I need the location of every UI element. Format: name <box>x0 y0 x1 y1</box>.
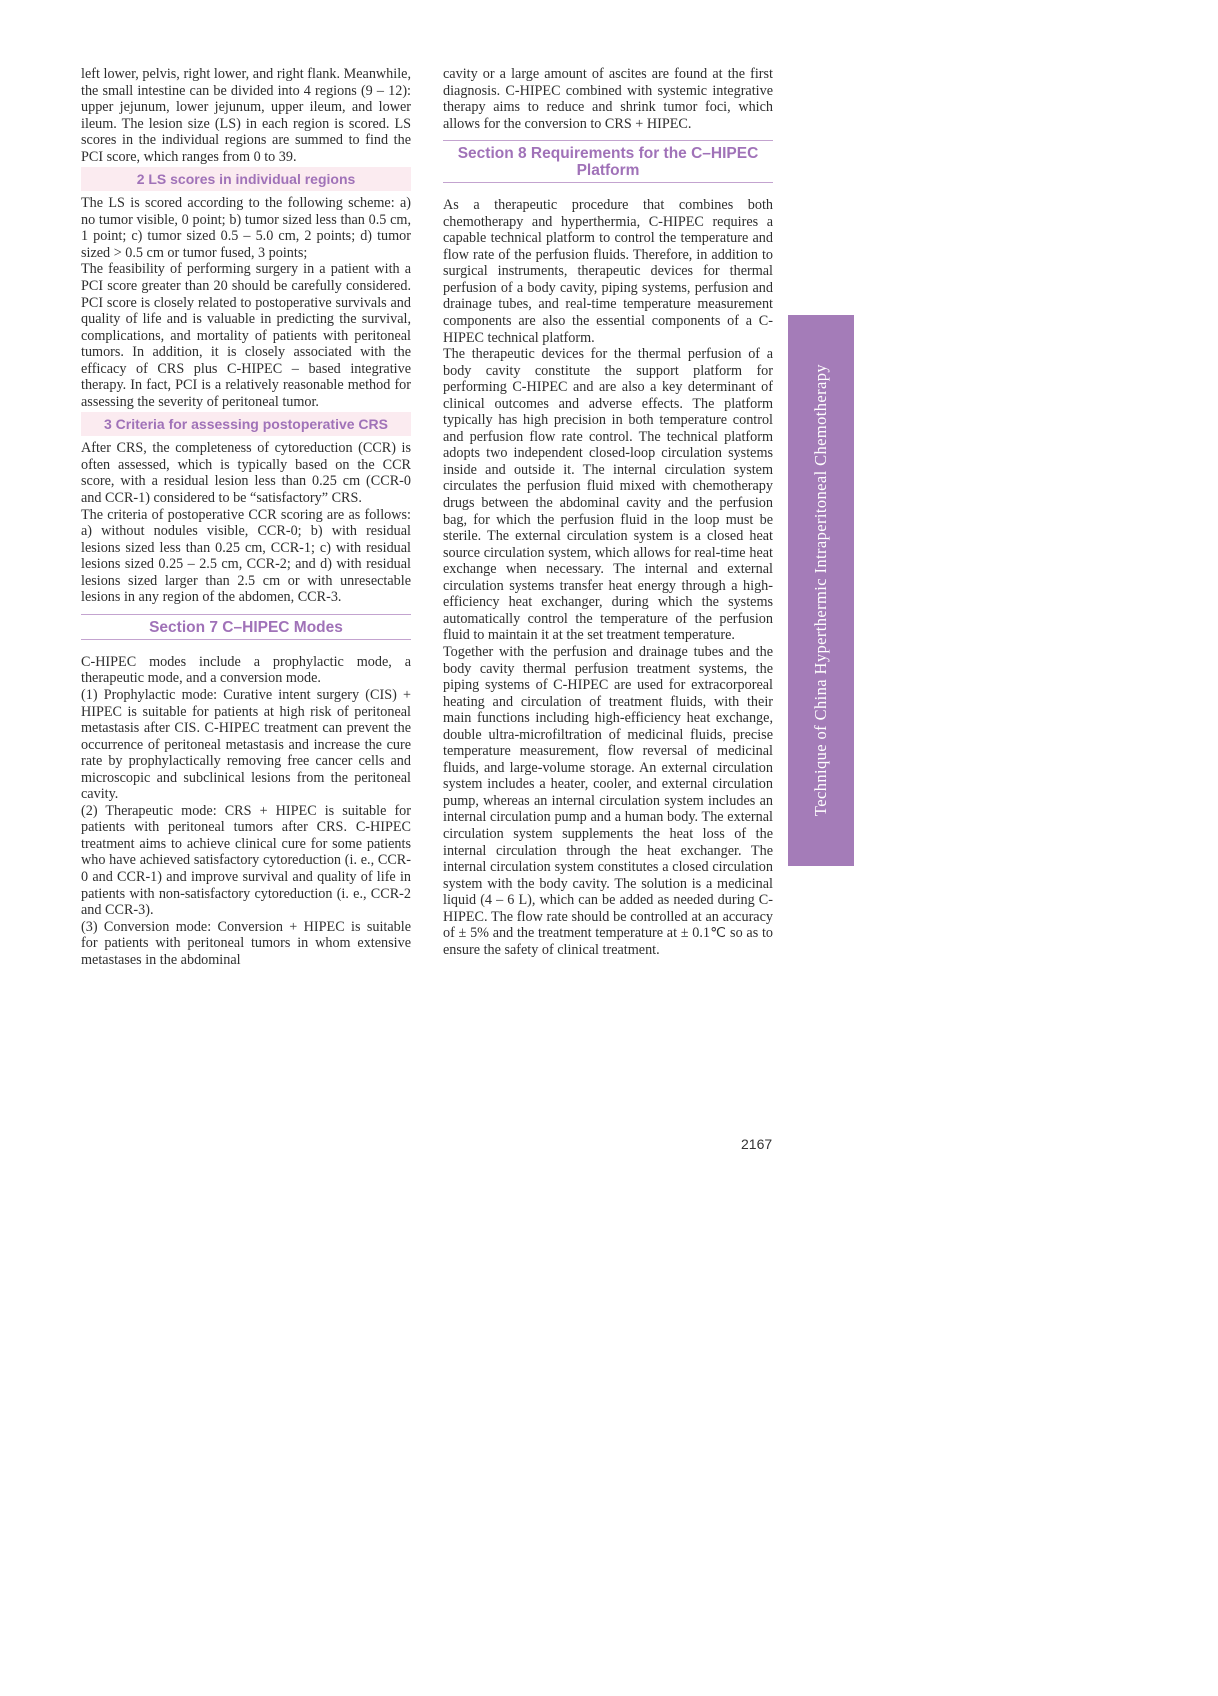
left-column <box>81 66 411 968</box>
subheading: 2 LS scores in individual regions <box>81 167 411 191</box>
paragraph: The criteria of postoperative CCR scoring are as follows: a) without nodules visible, CCR-0; b) with residual lesions sized less than 0.25 cm, CCR-1; c) with residual lesions sized 0.25 – 2.5 cm, CCR-2; and d) with residual lesions sized larger than 2.5 cm or with unresectable lesions in any region of the abdomen, CCR-3. <box>81 506 411 606</box>
paragraph: (2) Therapeutic mode: CRS + HIPEC is suitable for patients with peritoneal tumors after CRS. C-HIPEC treatment aims to achieve clinical cure for some patients who have achieved satisfactory cytoreduction (i. e., CCR-0 and CCR-1) and improve survival and quality of life in patients with non-satisfactory cytoreduction (i. e., CCR-2 and CCR-3). <box>81 802 411 919</box>
section-heading: Section 7 C–HIPEC Modes <box>81 614 411 640</box>
paragraph: cavity or a large amount of ascites are found at the first diagnosis. C-HIPEC combined with systemic integrative therapy aims to reduce and shrink tumor foci, which allows for the conversion to CRS + HIPEC. <box>443 66 773 132</box>
paragraph: The LS is scored according to the following scheme: a) no tumor visible, 0 point; b) tumor sized less than 0.5 cm, 1 point; c) tumor sized 0.5 – 5.0 cm, 2 points; d) tumor sized > 0.5 cm or tumor fused, 3 points; <box>81 195 411 261</box>
paragraph: Together with the perfusion and drainage tubes and the body cavity thermal perfusion treatment systems, the piping systems of C-HIPEC are used for extracorporeal heating and circulation of treatment fluids, with their main functions including high-efficiency heat exchange, double ultra-microfiltration of medicinal fluids, precise temperature measurement, flow reversal of medicinal fluids, and large-volume storage. An external circulation system includes a heater, cooler, and external circulation pump, whereas an internal circulation system includes an internal circulation pump and a human body. The external circulation system supplements the heat loss of the internal circulation through the heat exchanger. The internal circulation system constitutes a closed circulation system with the body cavity. The solution is a medicinal liquid (4 – 6 L), which can be added as needed during C-HIPEC. The flow rate should be controlled at an accuracy of ± 5% and the treatment temperature at ± 0.1℃ so as to ensure the safety of clinical treatment. <box>443 643 773 958</box>
paragraph: As a therapeutic procedure that combines both chemotherapy and hyperthermia, C-HIPEC requires a capable technical platform to control the temperature and flow rate of the perfusion fluids. Therefore, in addition to surgical instruments, therapeutic devices for thermal perfusion of a body cavity, piping systems, perfusion and drainage tubes, and real-time temperature measurement components are also the essential components of a C-HIPEC technical platform. <box>443 197 773 346</box>
paragraph: (3) Conversion mode: Conversion + HIPEC is suitable for patients with peritoneal tumors in whom extensive metastases in the abdominal <box>81 918 411 968</box>
subheading: 3 Criteria for assessing postoperative CRS <box>81 412 411 436</box>
page-number: 2167 <box>741 1136 773 1152</box>
paragraph: (1) Prophylactic mode: Curative intent surgery (CIS) + HIPEC is suitable for patients at high risk of peritoneal metastasis after CIS. C-HIPEC treatment can prevent the occurrence of peritoneal metastasis and increase the cure rate by prophylactically removing free cancer cells and microscopic and subclinical lesions from the peritoneal cavity. <box>81 686 411 803</box>
paragraph: C-HIPEC modes include a prophylactic mode, a therapeutic mode, and a conversion mode. <box>81 653 411 687</box>
chapter-tab-title: Technique of China Hyperthermic Intraperitoneal Chemotherapy <box>811 363 830 817</box>
section-heading: Section 8 Requirements for the C–HIPEC Platform <box>443 140 773 183</box>
paragraph: The feasibility of performing surgery in a patient with a PCI score greater than 20 should be carefully considered. PCI score is closely related to postoperative survivals and quality of life and is valuable in predicting the survival, complications, and mortality of patients with peritoneal tumors. In addition, it is closely associated with the efficacy of CRS plus C-HIPEC – based integrative therapy. In fact, PCI is a relatively reasonable method for assessing the severity of peritoneal tumor. <box>81 261 411 410</box>
paragraph: left lower, pelvis, right lower, and right flank. Meanwhile, the small intestine can be divided into 4 regions (9 – 12): upper jejunum, lower jejunum, upper ileum, and lower ileum. The lesion size (LS) in each region is scored. LS scores in the individual regions are summed to find the PCI score, which ranges from 0 to 39. <box>81 66 411 165</box>
right-column <box>443 66 773 958</box>
chapter-side-tab <box>788 315 854 866</box>
paragraph: After CRS, the completeness of cytoreduction (CCR) is often assessed, which is typically based on the CCR score, with a residual lesion less than 0.25 cm (CCR-0 and CCR-1) considered to be “satisfactory” CRS. <box>81 440 411 507</box>
paragraph: The therapeutic devices for the thermal perfusion of a body cavity constitute the support platform for performing C-HIPEC and are also a key determinant of clinical outcomes and adverse effects. The platform typically has high precision in both temperature control and perfusion flow rate control. The technical platform adopts two independent closed-loop circulation systems inside and outside it. The internal circulation system circulates the perfusion fluid mixed with chemotherapy drugs between the abdominal cavity and the perfusion bag, for which the perfusion fluid in the loop must be sterile. The external circulation system is a closed heat source circulation system, which allows for real-time heat exchange when necessary. The internal and external circulation systems transfer heat energy through a high-efficiency heat exchanger, during which the systems automatically control the temperature of the perfusion fluid to maintain it at the set treatment temperature. <box>443 346 773 644</box>
